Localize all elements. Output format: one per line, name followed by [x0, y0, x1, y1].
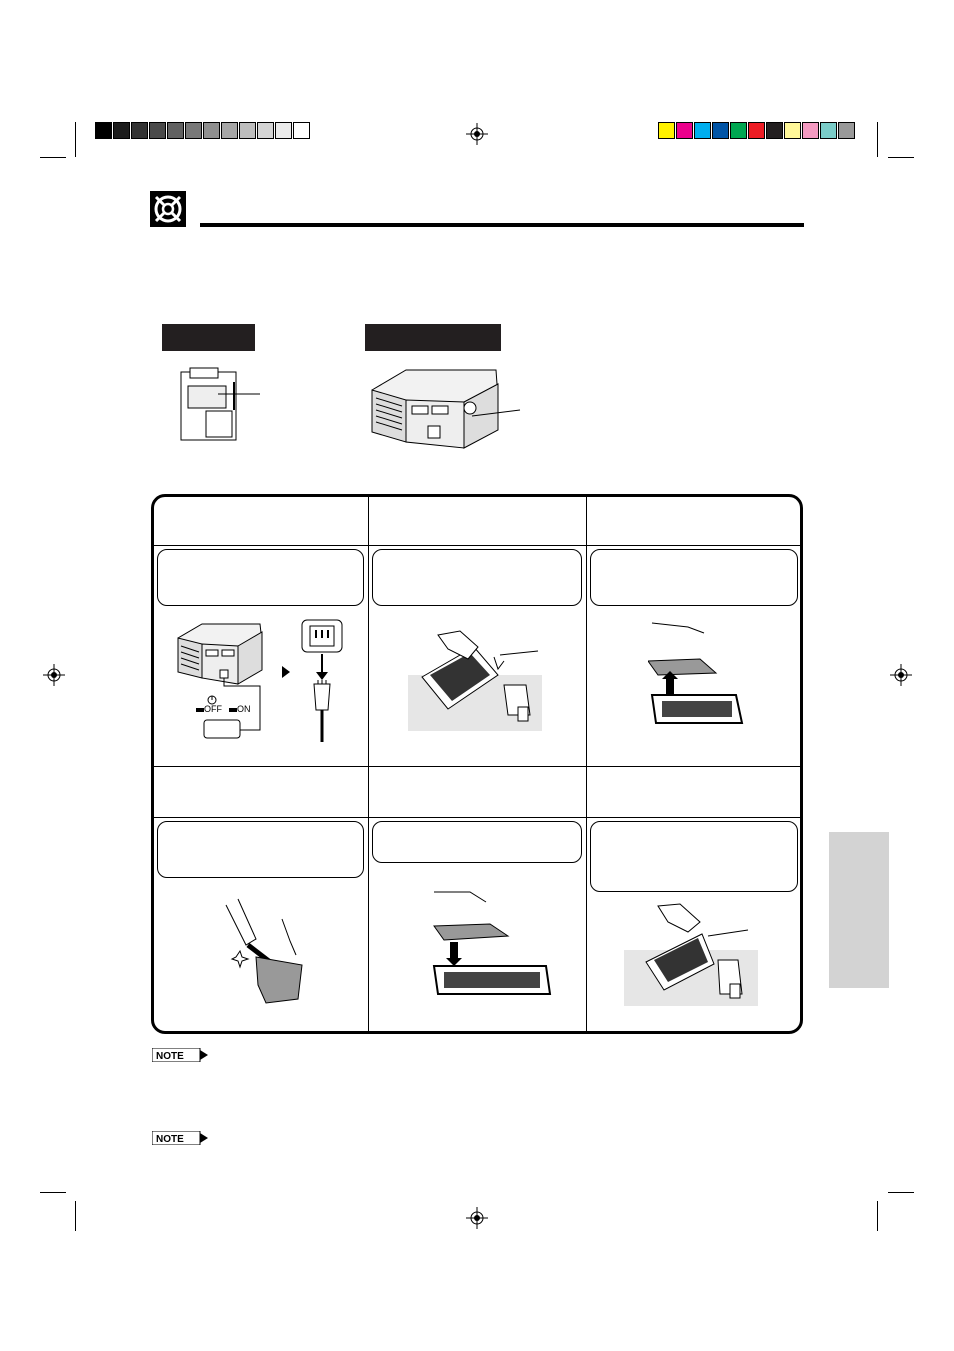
- vacuum-filter-illustration: [216, 895, 306, 1005]
- note-badge-label: NOTE: [156, 1051, 184, 1062]
- gray-swatch: [167, 122, 184, 139]
- registration-target-icon: [890, 664, 912, 686]
- color-swatch: [730, 122, 747, 139]
- remove-filter-cover-illustration: [408, 625, 548, 733]
- crop-mark-bottom-left-h: [40, 1192, 66, 1193]
- panel-divider: [154, 766, 800, 767]
- color-swatch: [658, 122, 675, 139]
- color-swatch: [694, 122, 711, 139]
- switch-on-label: ON: [237, 704, 251, 714]
- gray-swatch: [257, 122, 274, 139]
- section-side-tab: [829, 832, 889, 988]
- registration-target-icon: [43, 664, 65, 686]
- crop-mark-top-right-v: [877, 122, 878, 157]
- reattach-filter-cover-illustration: [624, 902, 758, 1006]
- switch-off-label: OFF: [204, 704, 222, 714]
- gray-swatch: [275, 122, 292, 139]
- registration-target-icon: [466, 1207, 488, 1229]
- header-rule: [200, 223, 804, 227]
- step-5-caption: [372, 821, 582, 863]
- step-3-caption: [590, 549, 798, 606]
- color-swatch: [712, 122, 729, 139]
- gray-swatch: [95, 122, 112, 139]
- projector-side-view-illustration: [366, 362, 526, 454]
- maintenance-icon: [150, 191, 186, 227]
- crop-mark-bottom-left-v: [75, 1201, 76, 1231]
- location-tab-bottom: [162, 324, 255, 351]
- note-badge-icon: [152, 1131, 208, 1145]
- gray-swatch: [131, 122, 148, 139]
- gray-swatch: [221, 122, 238, 139]
- step-2-caption: [372, 549, 582, 606]
- panel-divider: [368, 497, 369, 1031]
- crop-mark-top-left-h: [40, 157, 66, 158]
- crop-mark-bottom-right-h: [888, 1192, 914, 1193]
- panel-divider: [154, 545, 800, 546]
- location-tab-side: [365, 324, 501, 351]
- projector-bottom-view-illustration: [178, 366, 264, 444]
- color-swatch: [784, 122, 801, 139]
- color-swatch: [802, 122, 819, 139]
- step-6-caption: [590, 821, 798, 892]
- gray-swatch: [149, 122, 166, 139]
- color-swatch: [766, 122, 783, 139]
- remove-filter-illustration: [648, 621, 748, 731]
- step-4-caption: [157, 821, 364, 878]
- color-swatch: [748, 122, 765, 139]
- note-badge-icon: [152, 1048, 208, 1062]
- color-swatch: [820, 122, 837, 139]
- step-1-caption: [157, 549, 364, 606]
- gray-swatch: [203, 122, 220, 139]
- replace-filter-illustration: [430, 886, 554, 998]
- crop-mark-top-right-h: [888, 157, 914, 158]
- gray-swatch: [185, 122, 202, 139]
- crop-mark-bottom-right-v: [877, 1201, 878, 1231]
- gray-swatch: [113, 122, 130, 139]
- power-off-unplug-illustration: [174, 614, 354, 744]
- gray-swatch: [239, 122, 256, 139]
- crop-mark-top-left-v: [75, 122, 76, 157]
- panel-divider: [154, 817, 800, 818]
- gray-swatch: [293, 122, 310, 139]
- panel-divider: [586, 497, 587, 1031]
- color-swatch: [676, 122, 693, 139]
- registration-target-icon: [466, 123, 488, 145]
- color-swatch: [838, 122, 855, 139]
- note-badge-label: NOTE: [156, 1134, 184, 1145]
